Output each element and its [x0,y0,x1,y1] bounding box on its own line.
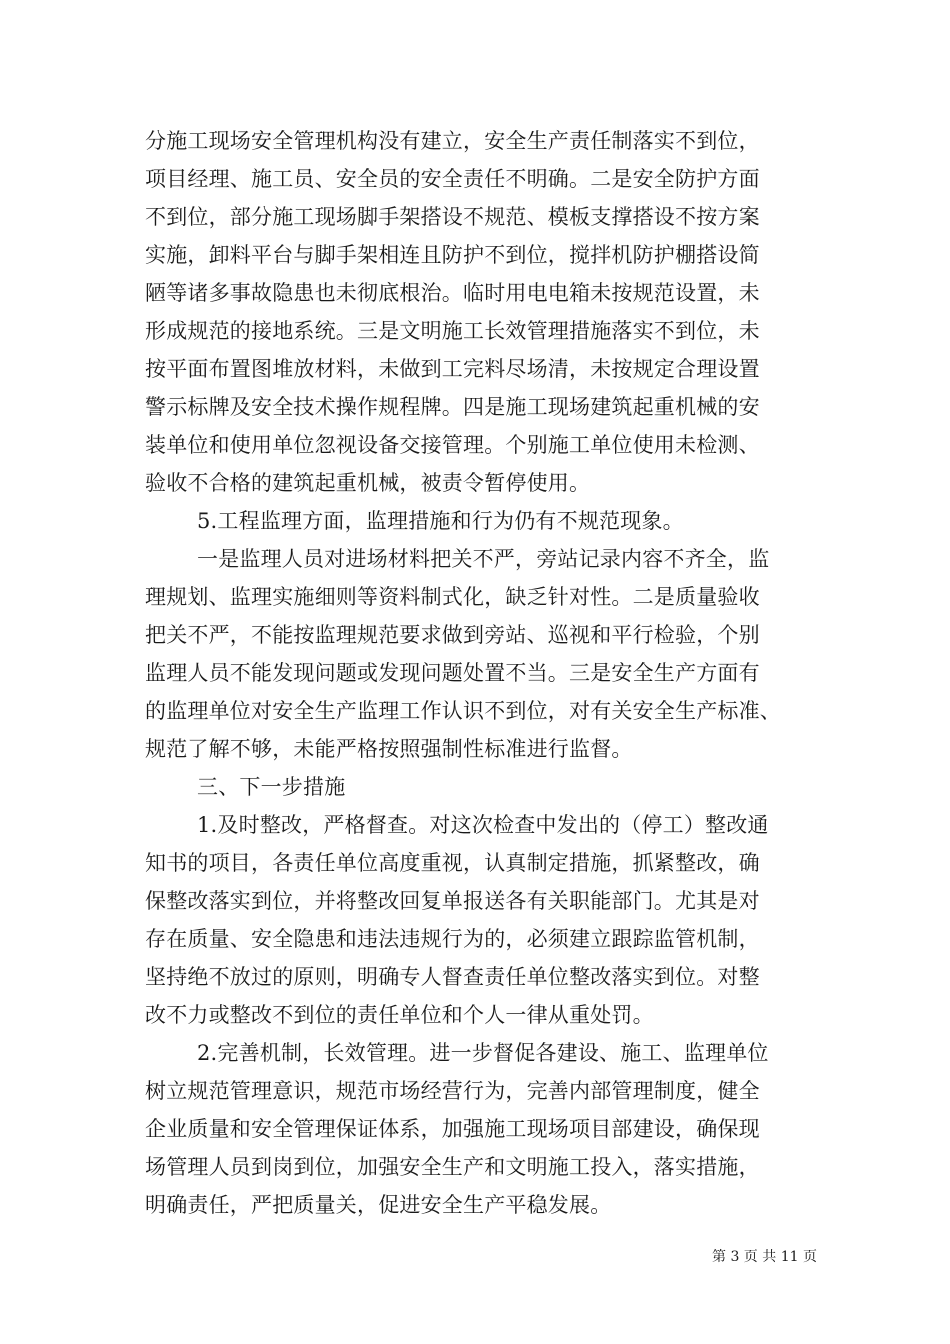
text-line: 树立规范管理意识，规范市场经营行为，完善内部管理制度，健全 [145,1079,760,1103]
text-line: 改不力或整改不到位的责任单位和个人一律从重处罚。 [145,1003,654,1027]
page-number: 第 3 页 共 11 页 [712,1249,817,1265]
text-line: 理规划、监理实施细则等资料制式化，缺乏针对性。二是质量验收 [145,585,760,609]
text-line: 验收不合格的建筑起重机械，被责令暂停使用。 [145,471,591,495]
text-line: 形成规范的接地系统。三是文明施工长效管理措施落实不到位，未 [145,319,760,343]
text-line: 坚持绝不放过的原则，明确专人督查责任单位整改落实到位。对整 [145,965,760,989]
text-line: 1.及时整改，严格督查。对这次检查中发出的（停工）整改通 [197,813,769,837]
text-line: 装单位和使用单位忽视设备交接管理。个别施工单位使用未检测、 [145,433,760,457]
text-line: 场管理人员到岗到位，加强安全生产和文明施工投入，落实措施， [145,1155,760,1179]
text-line: 实施，卸料平台与脚手架相连且防护不到位，搅拌机防护棚搭设简 [145,243,760,267]
text-line: 不到位，部分施工现场脚手架搭设不规范、模板支撑搭设不按方案 [145,205,760,229]
text-line: 明确责任，严把质量关，促进安全生产平稳发展。 [145,1193,612,1217]
text-line: 保整改落实到位，并将整改回复单报送各有关职能部门。尤其是对 [145,889,760,913]
text-line: 存在质量、安全隐患和违法违规行为的，必须建立跟踪监管机制， [145,927,760,951]
text-line: 把关不严，不能按监理规范要求做到旁站、巡视和平行检验，个别 [145,623,760,647]
text-line: 监理人员不能发现问题或发现问题处置不当。三是安全生产方面有 [145,661,760,685]
section-heading: 5.工程监理方面，监理措施和行为仍有不规范现象。 [197,509,684,533]
text-line: 按平面布置图堆放材料，未做到工完料尽场清，未按规定合理设置 [145,357,760,381]
text-line: 规范了解不够，未能严格按照强制性标准进行监督。 [145,737,633,761]
text-line: 企业质量和安全管理保证体系，加强施工现场项目部建设，确保现 [145,1117,760,1141]
text-line: 2.完善机制，长效管理。进一步督促各建设、施工、监理单位 [197,1041,769,1065]
text-line: 项目经理、施工员、安全员的安全责任不明确。二是安全防护方面 [145,167,760,191]
section-heading: 三、下一步措施 [197,775,346,799]
text-line: 陋等诸多事故隐患也未彻底根治。临时用电电箱未按规范设置，未 [145,281,760,305]
text-line: 知书的项目，各责任单位高度重视，认真制定措施，抓紧整改，确 [145,851,760,875]
text-line: 的监理单位对安全生产监理工作认识不到位，对有关安全生产标准、 [145,699,781,723]
text-line: 一是监理人员对进场材料把关不严，旁站记录内容不齐全，监 [197,547,770,571]
text-line: 分施工现场安全管理机构没有建立，安全生产责任制落实不到位， [145,129,760,153]
text-line: 警示标牌及安全技术操作规程牌。四是施工现场建筑起重机械的安 [145,395,760,419]
